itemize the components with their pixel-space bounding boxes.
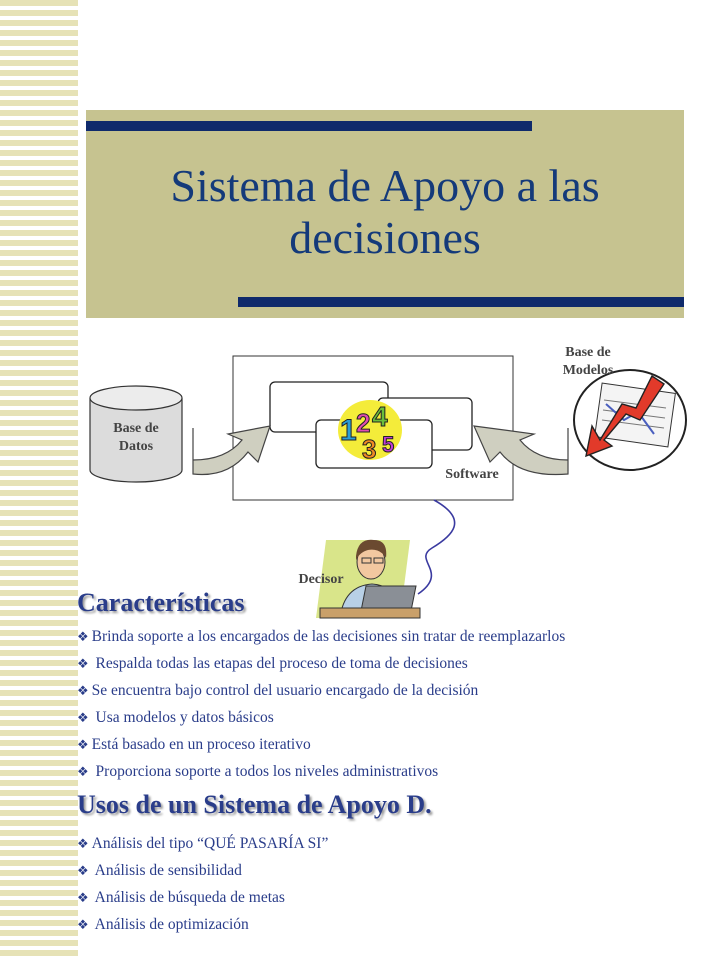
usos-list [77,830,328,938]
svg-text:2: 2 [356,408,371,438]
database-label: Base de Datos [113,421,159,454]
page-title: Sistema de Apoyo a las decisiones [170,160,600,263]
svg-text:4: 4 [372,401,388,432]
decisor-label: Decisor [298,572,344,587]
diamond-bullet-icon: ❖ [77,629,89,644]
list-item: ❖ Se encuentra bajo control del usuario encargado de la decisión [77,682,479,699]
list-item: ❖ Está basado en un proceso iterativo [77,736,311,753]
software-label: Software [445,467,499,482]
svg-text:1: 1 [340,414,357,447]
list-item: ❖ Análisis de búsqueda de metas [77,889,285,906]
list-item: ❖ Análisis de sensibilidad [77,862,242,879]
diamond-bullet-icon: ❖ [77,863,89,878]
list-item: ❖ Análisis de optimización [77,916,249,933]
list-item: ❖ Brinda soporte a los encargados de las decisiones sin tratar de reemplazarlos [77,628,566,645]
svg-text:5: 5 [382,432,395,457]
diamond-bullet-icon: ❖ [77,683,89,698]
connection-cable [418,500,455,594]
diamond-bullet-icon: ❖ [77,710,89,725]
list-item: ❖ Análisis del tipo “QUÉ PASARÍA SI” [77,835,329,852]
diamond-bullet-icon: ❖ [77,764,89,779]
diamond-bullet-icon: ❖ [77,890,89,905]
diamond-bullet-icon: ❖ [77,737,89,752]
usos-heading: Usos de un Sistema de Apoyo D. [77,790,432,819]
svg-text:3: 3 [362,434,377,464]
caracteristicas-list [77,623,565,785]
diamond-bullet-icon: ❖ [77,917,89,932]
arrow-right-curved-icon [193,426,270,475]
diamond-bullet-icon: ❖ [77,836,89,851]
list-item: ❖ Respalda todas las etapas del proceso de toma de decisiones [77,655,468,672]
list-item: ❖ Usa modelos y datos básicos [77,709,274,726]
caracteristicas-heading: Características [77,588,245,617]
list-item: ❖ Proporciona soporte a todos los niveles administrativos [77,763,439,780]
models-label: Base de Modelos [562,345,614,378]
model-chart-icon [574,370,686,470]
diamond-bullet-icon: ❖ [77,656,89,671]
